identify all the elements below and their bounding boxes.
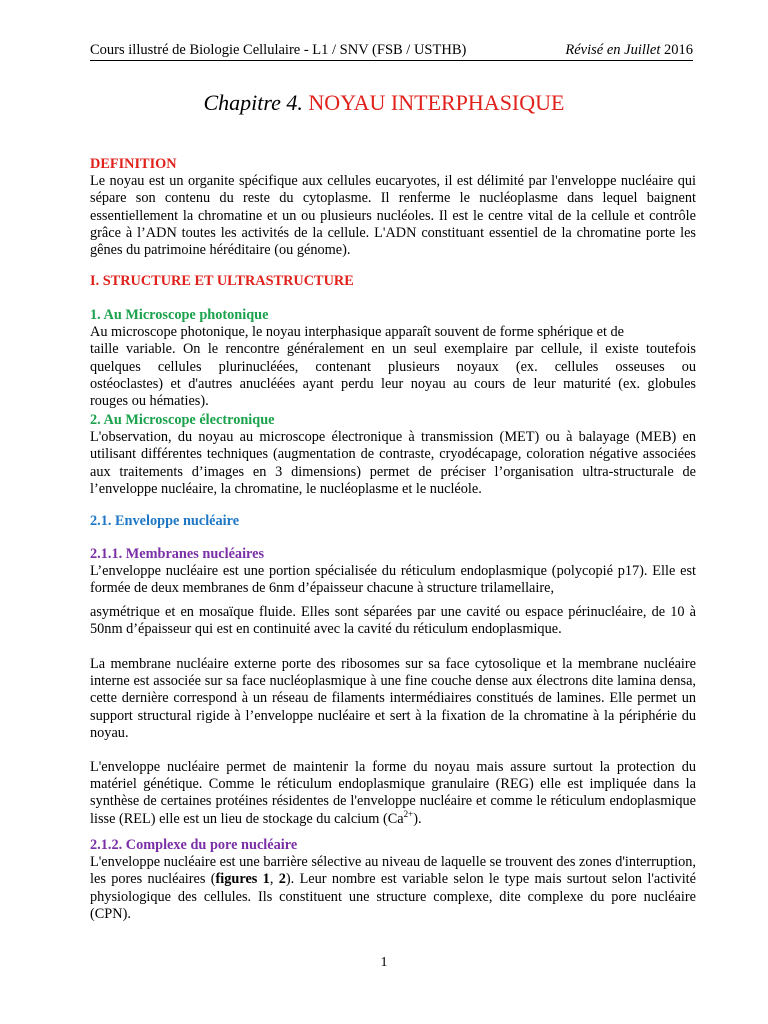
- header-revision: [565, 42, 693, 59]
- chapter-name: NOYAU INTERPHASIQUE: [308, 90, 565, 115]
- header-revision-text: Révisé en Juillet: [565, 42, 661, 58]
- definition-section: [90, 156, 696, 259]
- definition-heading: DEFINITION: [90, 156, 177, 172]
- calcium-charge: 2+: [403, 808, 414, 819]
- subsection-2-1-2-block: [90, 837, 696, 923]
- membranes-paragraph-3-end: ).: [413, 810, 422, 827]
- membranes-paragraph-1a: L’enveloppe nucléaire est une portion spécialisée du réticulum endoplasmique (polycopié p17). Elle est formée de deux membranes de 6nm d’épaisseur chacune à structure trilamellaire,: [90, 563, 696, 597]
- pore-paragraph: [90, 854, 696, 923]
- subsection-2-1-1-block: [90, 546, 696, 828]
- figure-ref-2: 2: [278, 871, 286, 888]
- subsection-2-heading: 2. Au Microscope électronique: [90, 412, 275, 428]
- section-1-heading: I. STRUCTURE ET ULTRASTRUCTURE: [90, 273, 354, 289]
- header-revision-year: 2016: [664, 42, 693, 58]
- membranes-paragraph-3: [90, 759, 696, 828]
- membranes-paragraph-1b: asymétrique et en mosaïque fluide. Elles sont séparées par une cavité ou espace périnucléaire, de 10 à 50nm d’épaisseur qui est en continuité avec la cavité du réticulum endoplasmique.: [90, 603, 696, 637]
- membranes-paragraph-3-text: L'enveloppe nucléaire permet de maintenir la forme du noyau mais assure surtout la protection du matériel génétique. Comme le réticulum endoplasmique granulaire (REG) elle est impliquée dans la synthèse de certaines protéines résidentes de l'enveloppe nucléaire et comme le réticulum endoplasmique lisse (REL) elle est un lieu de stockage du calcium (Ca: [90, 759, 696, 827]
- chapter-number: Chapitre 4.: [203, 90, 303, 115]
- definition-paragraph: Le noyau est un organite spécifique aux cellules eucaryotes, il est délimité par l'enveloppe nucléaire qui sépare son contenu du reste du cytoplasme. Il renferme le nucléoplasme dans lequel baignent essentiellement la chromatine et un ou plusieurs nucléoles. Il est le centre vital de la cellule et contrôle grâce à l’ADN toutes les activités de la cellule. L'ADN constituant essentiel de la chromatine porte les gênes du patrimoine héréditaire (ou génome).: [90, 173, 696, 259]
- subsection-2-paragraph: L'observation, du noyau au microscope électronique à transmission (MET) ou à balayage (MEB) en utilisant différentes techniques (augmentation de contraste, cryodécapage, coloration négative associées aux traitements d’images en 3 dimensions) permet de préciser l’organisation ultra-structurale de l’enveloppe nucléaire, la chromatine, le nucléoplasme et le nucléole.: [90, 429, 696, 497]
- subsection-2-1-heading: 2.1. Enveloppe nucléaire: [90, 513, 240, 529]
- subsection-1-line: quelques cellules plurinucléées, contenant plusieurs noyaux (ex. cellules osseuses ou: [90, 358, 696, 375]
- subsection-1-line: taille variable. On le rencontre généralement en un seul exemplaire par cellule, il existe toutefois: [90, 341, 696, 358]
- section-1-heading-block: [90, 273, 696, 290]
- subsection-1-line: Au microscope photonique, le noyau interphasique apparaît souvent de forme sphérique et de: [90, 324, 624, 341]
- subsection-2-1-1-heading: 2.1.1. Membranes nucléaires: [90, 546, 265, 562]
- header-course-title: Cours illustré de Biologie Cellulaire - L1 / SNV (FSB / USTHB): [90, 42, 467, 58]
- subsection-1-line: ostéoclastes) et d'autres anucléées ayant perdu leur noyau au cours de leur maturité (ex. globules: [90, 375, 696, 392]
- figure-ref-separator: ,: [269, 871, 279, 888]
- pore-paragraph-text-a: L'enveloppe nucléaire est une barrière sélective au niveau de laquelle se trouvent des zones d'interruption, les pores nucléaires (: [90, 854, 696, 888]
- figure-ref-1: figures 1: [215, 871, 270, 888]
- chapter-title: [0, 90, 768, 116]
- subsection-1-heading: 1. Au Microscope photonique: [90, 307, 269, 323]
- running-header: [90, 42, 693, 61]
- pore-paragraph-text-b: ). Leur nombre est variable selon le type mais surtout selon l'activité physiologique des cellules. Ils constituent une structure complexe, dite complexe du pore nucléaire (CPN).: [90, 871, 696, 922]
- subsection-1-line: rouges ou hématies).: [90, 393, 209, 410]
- subsection-2-1-block: [90, 513, 696, 530]
- membranes-paragraph-2: La membrane nucléaire externe porte des ribosomes sur sa face cytosolique et la membrane nucléaire interne est associée sur sa face nucléoplasmique à une fine couche dense aux électrons dite lamina densa, cette dernière correspond à un réseau de filaments intermédiaires constitués de lamines. Elle permet un support structural rigide à l’enveloppe nucléaire et sert à la fixation de la chromatine à la périphérie du noyau.: [90, 656, 696, 741]
- subsection-2-block: [90, 412, 696, 498]
- subsection-1-block: [90, 307, 696, 410]
- subsection-2-1-2-heading: 2.1.2. Complexe du pore nucléaire: [90, 837, 298, 853]
- page-number: 1: [380, 955, 388, 970]
